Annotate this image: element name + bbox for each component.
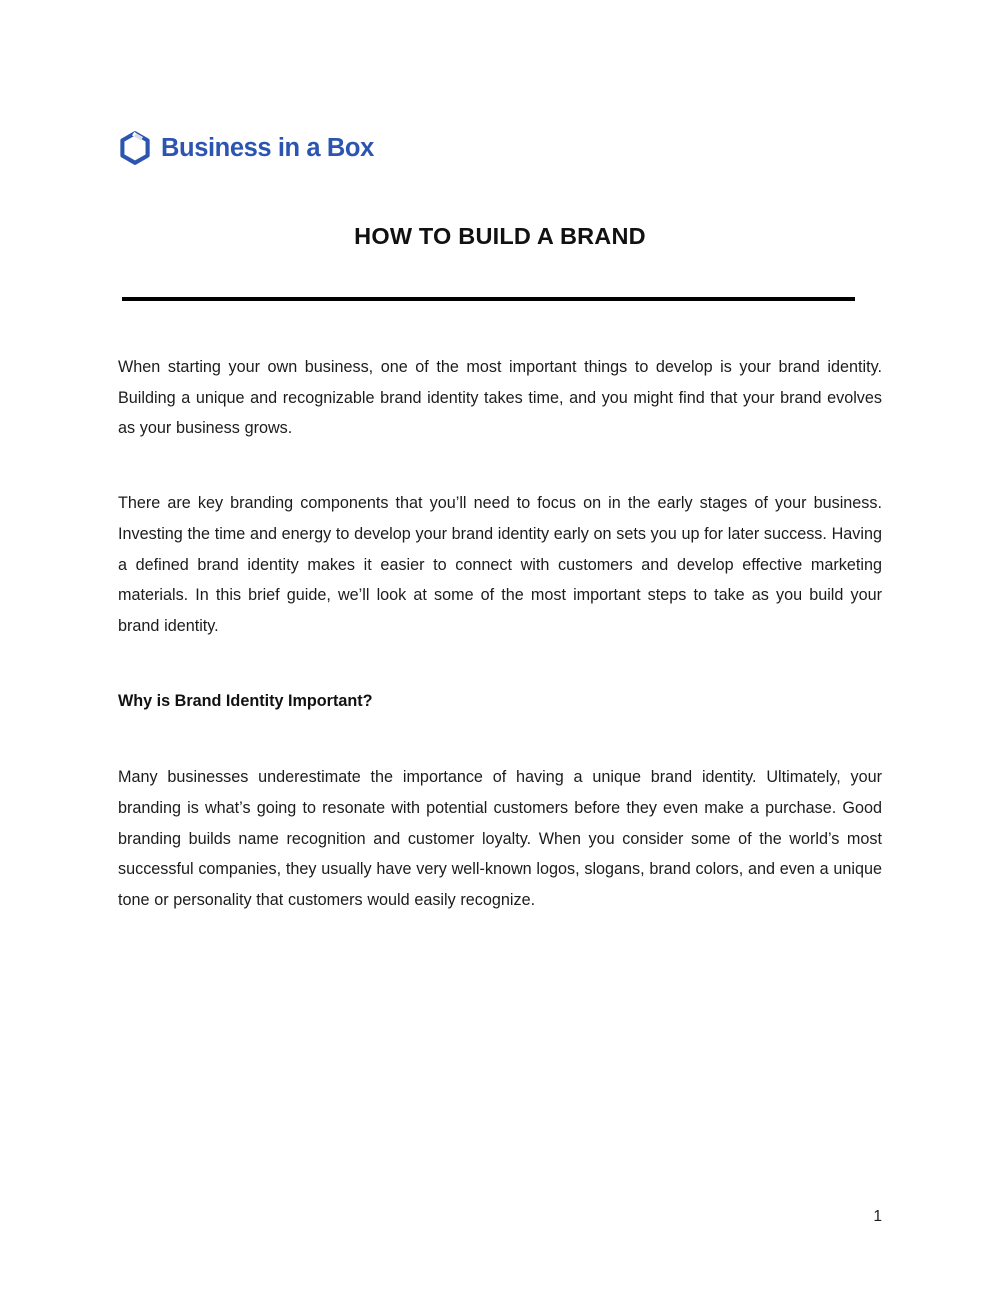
brand-wordmark: Business in a Box bbox=[161, 133, 374, 162]
page-number: 1 bbox=[873, 1208, 882, 1225]
page-title: HOW TO BUILD A BRAND bbox=[354, 223, 646, 249]
section-heading-brand-identity: Why is Brand Identity Important? bbox=[118, 691, 373, 710]
paragraph-intro: When starting your own business, one of the most important things to develop is your brand identity. Building a unique and recognizable brand identity takes time, and you might find that your brand evolves as your business grows. bbox=[118, 358, 882, 438]
hexagon-logo-icon bbox=[118, 130, 152, 168]
title-divider bbox=[122, 297, 855, 301]
paragraph-importance: Many businesses underestimate the importance of having a unique brand identity. Ultimately, your branding is what’s going to resonate with potential customers before they even make a purchase. Good branding builds name recognition and customer loyalty. When you consider some of the world’s most successful companies, they usually have very well-known logos, slogans, brand colors, and even a unique tone or personality that customers would easily recognize. bbox=[118, 768, 882, 910]
document-body bbox=[118, 352, 882, 916]
brand-logo bbox=[118, 126, 374, 172]
paragraph-components: There are key branding components that you’ll need to focus on in the early stages of your business. Investing the time and energy to develop your brand identity early on sets you up for later success. Having a defined brand identity makes it easier to connect with customers and develop effective marketing materials. In this brief guide, we’ll look at some of the most important steps to take as you build your brand identity. bbox=[118, 494, 882, 635]
